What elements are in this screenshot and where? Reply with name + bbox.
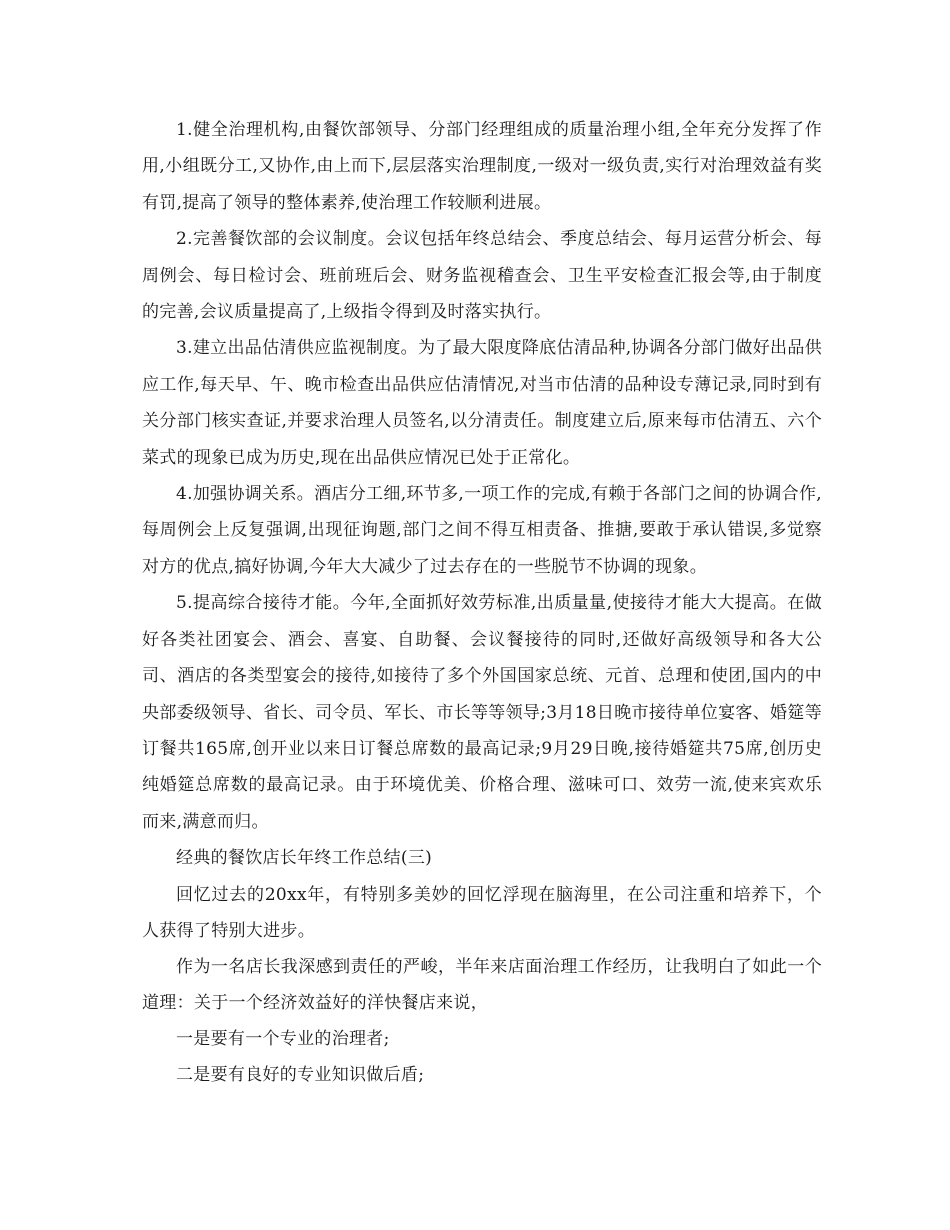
list-item-1: 一是要有一个专业的治理者;	[176, 1028, 390, 1049]
document-body	[142, 112, 822, 1093]
paragraph-7: 作为一名店长我深感到责任的严峻，半年来店面治理工作经历，让我明白了如此一个道理：关于一个经济效益好的洋快餐店来说，	[142, 956, 822, 1013]
list-item-2: 二是要有良好的专业知识做后盾;	[176, 1064, 425, 1085]
paragraph-1: 1.健全治理机构,由餐饮部领导、分部门经理组成的质量治理小组,全年充分发挥了作用,小组既分工,又协作,由上而下,层层落实治理制度,一级对一级负责,实行对治理效益有奖有罚,提高了领导的整体素养,使治理工作较顺利进展。	[142, 120, 822, 213]
paragraph-2: 2.完善餐饮部的会议制度。会议包括年终总结会、季度总结会、每月运营分析会、每周例会、每日检讨会、班前班后会、财务监视稽查会、卫生平安检查汇报会等,由于制度的完善,会议质量提高了,上级指令得到及时落实执行。	[142, 229, 822, 323]
paragraph-5: 5.提高综合接待才能。今年,全面抓好效劳标准,出质量量,使接待才能大大提高。在做好各类社团宴会、酒会、喜宴、自助餐、会议餐接待的同时,还做好高级领导和各大公司、酒店的各类型宴会的接待,如接待了多个外国国家总统、元首、总理和使团,国内的中央部委级领导、省长、司令员、军长、市长等等领导;3月18日晚市接待单位宴客、婚筵等订餐共165席,创开业以来日订餐总席数的最高记录;9月29日晚,接待婚筵共75席,创历史纯婚筵总席数的最高记录。由于环境优美、价格合理、滋味可口、效劳一流,使来宾欢乐而来,满意而归。	[142, 593, 822, 832]
section-heading: 经典的餐饮店长年终工作总结(三)	[176, 848, 433, 869]
paragraph-4: 4.加强协调关系。酒店分工细,环节多,一项工作的完成,有赖于各部门之间的协调合作,每周例会上反复强调,出现征询题,部门之间不得互相责备、推搪,要敢于承认错误,多觉察对方的优点,搞好协调,今年大大减少了过去存在的一些脱节不协调的现象。	[142, 484, 822, 577]
paragraph-3: 3.建立出品估清供应监视制度。为了最大限度降底估清品种,协调各分部门做好出品供应工作,每天早、午、晚市检查出品供应估清情况,对当市估清的品种设专薄记录,同时到有关分部门核实查证,并要求治理人员签名,以分清责任。制度建立后,原来每市估清五、六个菜式的现象已成为历史,现在出品供应情况已处于正常化。	[142, 338, 822, 468]
paragraph-6: 回忆过去的20xx年，有特别多美妙的回忆浮现在脑海里，在公司注重和培养下，个人获得了特别大进步。	[142, 884, 822, 941]
